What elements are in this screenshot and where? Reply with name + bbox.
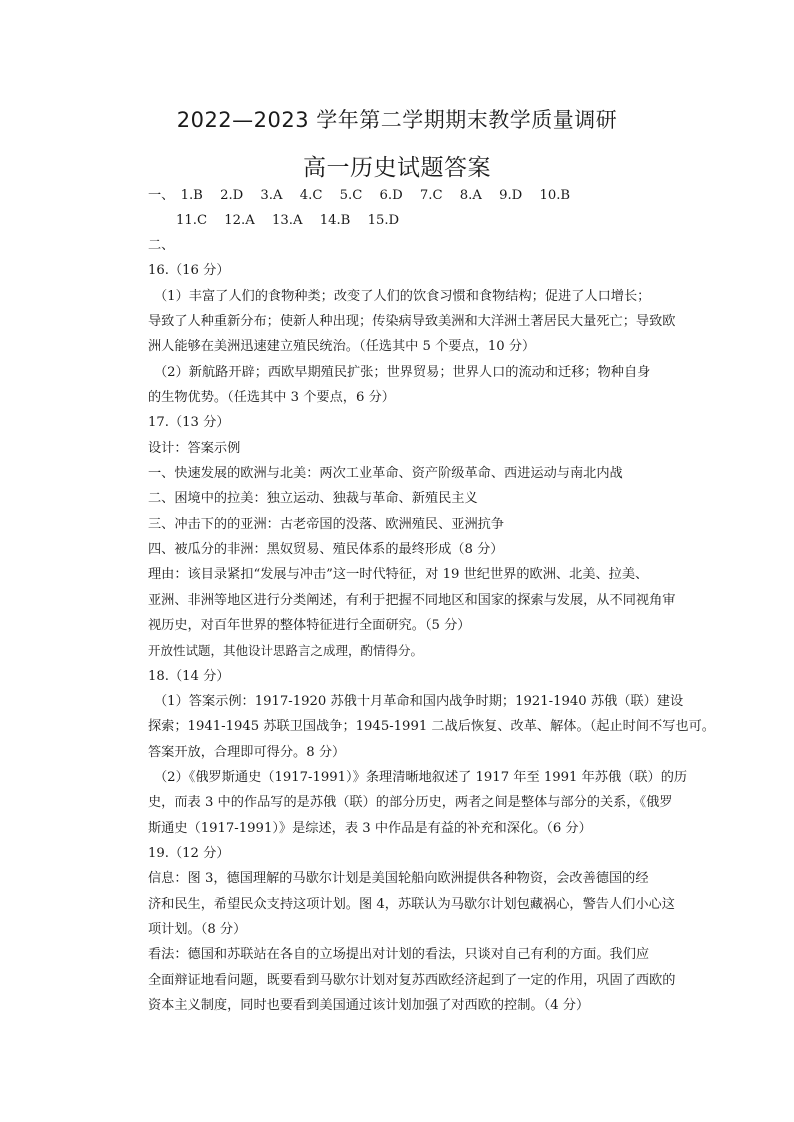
answer-line: 探索；1941-1945 苏联卫国战争；1945-1991 二战后恢复、改革、解体。（起止时间不写也可。 bbox=[148, 719, 715, 734]
answer-line: （1）答案示例：1917-1920 苏俄十月革命和国内战争时期；1921-1940 苏俄（联）建设 bbox=[154, 694, 684, 709]
answer-line: 答案开放，合理即可得分。8 分） bbox=[148, 745, 346, 760]
answer-item: 3.A bbox=[260, 188, 283, 203]
answer-line: 理由：该目录紧扣“发展与冲击”这一时代特征，对 19 世纪世界的欧洲、北美、拉美、 bbox=[148, 567, 649, 582]
answer-item: 14.B bbox=[319, 213, 351, 228]
question-heading: 16.（16 分） bbox=[148, 263, 230, 278]
question-heading: 19.（12 分） bbox=[148, 846, 230, 861]
answer-line: 二、困境中的拉美：独立运动、独裁与革命、新殖民主义 bbox=[148, 491, 478, 506]
answer-item: 4.C bbox=[299, 188, 323, 203]
section-label: 二、 bbox=[148, 238, 175, 253]
answer-item: 12.A bbox=[224, 213, 255, 228]
answer-item: 15.D bbox=[367, 213, 400, 228]
question-heading: 17.（13 分） bbox=[148, 415, 230, 430]
answer-line: 亚洲、非洲等地区进行分类阐述，有利于把握不同地区和国家的探索与发展，从不同视角审 bbox=[148, 593, 676, 608]
answer-line: 史，而表 3 中的作品写的是苏俄（联）的部分历史，两者之间是整体与部分的关系，《俄罗 bbox=[148, 795, 673, 810]
answer-line: 设计：答案示例 bbox=[148, 441, 241, 456]
answer-line: （2）《俄罗斯通史（1917-1991）》条理清晰地叙述了 1917 年至 1991 年苏俄（联）的历 bbox=[154, 770, 688, 785]
answer-line: 资本主义制度，同时也要看到美国通过该计划加强了对西欧的控制。（4 分） bbox=[148, 998, 590, 1013]
answer-line: 三、冲击下的的亚洲：古老帝国的没落、欧洲殖民、亚洲抗争 bbox=[148, 517, 505, 532]
answer-line: 看法：德国和苏联站在各自的立场提出对计划的看法，只谈对自己有利的方面。我们应 bbox=[148, 947, 650, 962]
answer-item: 6.D bbox=[379, 188, 403, 203]
answer-item: 2.D bbox=[220, 188, 244, 203]
answer-item: 13.A bbox=[271, 213, 303, 228]
document-subtitle: 高一历史试题答案 bbox=[303, 155, 491, 181]
answer-line: 视历史，对百年世界的整体特征进行全面研究。（5 分） bbox=[148, 618, 471, 633]
answer-line: 斯通史（1917-1991）》是综述，表 3 中作品是有益的补充和深化。（6 分） bbox=[148, 821, 592, 836]
answer-line: 项计划。（8 分） bbox=[148, 922, 247, 937]
answer-line: 一、快速发展的欧洲与北美：两次工业革命、资产阶级革命、西进运动与南北内战 bbox=[148, 466, 623, 481]
answer-line: 洲人能够在美洲迅速建立殖民统治。（任选其中 5 个要点，10 分） bbox=[148, 339, 536, 354]
section-label: 一、 bbox=[148, 188, 175, 203]
answer-item: 1.B bbox=[180, 188, 203, 203]
answer-item: 5.C bbox=[339, 188, 363, 203]
answer-line: 四、被瓜分的非洲：黑奴贸易、殖民体系的最终形成（8 分） bbox=[148, 542, 504, 557]
answer-line: 信息：图 3，德国理解的马歇尔计划是美国轮船向欧洲提供各种物资，会改善德国的经 bbox=[148, 871, 649, 886]
answers-row-1 bbox=[148, 187, 668, 205]
answer-item: 10.B bbox=[539, 188, 571, 203]
answer-item: 9.D bbox=[499, 188, 523, 203]
answer-line: 全面辩证地看问题，既要看到马歇尔计划对复苏西欧经济起到了一定的作用，巩固了西欧的 bbox=[148, 973, 676, 988]
grading-note: 开放性试题，其他设计思路言之成理，酌情得分。 bbox=[148, 643, 424, 658]
answer-line: （1）丰富了人们的食物种类；改变了人们的饮食习惯和食物结构；促进了人口增长； bbox=[154, 289, 651, 304]
question-heading: 18.（14 分） bbox=[148, 669, 230, 684]
answer-item: 8.A bbox=[459, 188, 482, 203]
document-title: 2022—2023 学年第二学期期末教学质量调研 bbox=[176, 108, 618, 132]
answer-item: 11.C bbox=[176, 213, 208, 228]
answer-line: （2）新航路开辟；西欧早期殖民扩张；世界贸易；世界人口的流动和迁移；物种自身 bbox=[154, 365, 651, 380]
answer-item: 7.C bbox=[419, 188, 443, 203]
answer-line: 的生物优势。（任选其中 3 个要点，6 分） bbox=[148, 390, 395, 405]
answer-line: 济和民生，希望民众支持这项计划。图 4，苏联认为马歇尔计划包藏祸心，警告人们小心这 bbox=[148, 897, 675, 912]
answer-line: 导致了人种重新分布；使新人种出现；传染病导致美洲和大洋洲土著居民大量死亡；导致欧 bbox=[148, 314, 676, 329]
answers-row-2 bbox=[176, 212, 696, 230]
